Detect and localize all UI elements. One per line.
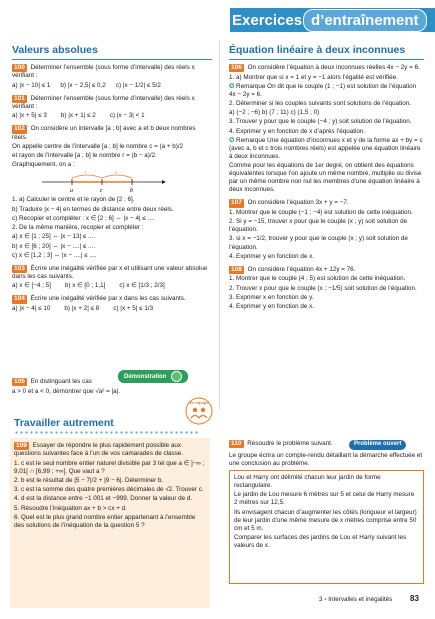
exercise-number: 106 xyxy=(231,64,242,71)
exercise-text: On considère un intervalle [a ; b] avec a et b deux nombres réels. xyxy=(12,125,196,141)
dotted-divider xyxy=(14,431,200,434)
exercise-101-items xyxy=(12,112,212,120)
problem-line-2: Le jardin de Lou mesure 6 mètres sur 5 et celui de Harry mesure 2 mètres sur 12,5. xyxy=(234,491,415,507)
exercise-106-q2: 2. Déterminer si les couples suivants sont solutions de l’équation. xyxy=(229,100,412,108)
exercise-108-q4: 4. Exprimer y en fonction de x. xyxy=(229,303,315,311)
exercise-105 xyxy=(12,378,212,397)
item-b: b) |x − 2,5| ≤ 0,2 xyxy=(60,81,106,89)
demonstration-label: Démonstration xyxy=(124,374,167,381)
exercise-number: 100 xyxy=(14,64,25,71)
exercise-102-q2: 2. De la même manière, recopier et compléter : xyxy=(12,224,144,232)
exercise-110-box xyxy=(229,470,424,584)
problem-line-3: Ils envisagent chacun d’augmenter les côtés (longueur et largeur) de leur jardin d’une même mesure de x mètres comprise entre 50 cm et 5 m. xyxy=(234,508,417,532)
exercise-number: 101 xyxy=(14,94,25,102)
exercise-102-graph-intro: Graphiquement, on a : xyxy=(12,161,75,169)
item-a: a) |x − 10| ≤ 1 xyxy=(12,81,51,89)
exercise-number: 102 xyxy=(14,125,25,133)
exercise-106-q4: 4. Exprimer y en fonction de x d’après l’équation. xyxy=(229,127,366,135)
exercise-109-q5: 5. Résoudre l’inéquation ax + b > cx + d. xyxy=(14,504,127,512)
number-line-diagram xyxy=(12,170,212,196)
exercise-102-q2a: a) x ∈ [1 ; 25] ⇔ |x − 13| ≤ .... xyxy=(12,233,96,241)
travailler-autrement-title: Travailler autrement xyxy=(14,417,114,429)
exercise-106 xyxy=(229,64,424,72)
team-work-label: En équipe xyxy=(189,400,209,405)
page-header xyxy=(0,0,435,36)
problem-line-1: Lou et Harry ont délimité chacun leur jardin de forme rectangulaire. xyxy=(234,474,381,490)
section-underline xyxy=(12,59,212,60)
exercise-102-q1: 1. a) Calculer le centre et le rayon de [2 ; 6]. xyxy=(12,196,135,204)
exercise-text: On considère l’équation à deux inconnues réelles 4x − 2y = 6. xyxy=(247,64,420,71)
exercise-text: Écrire une inégalité vérifiée par x dans les cas suivants. xyxy=(30,295,186,303)
exercise-102-rayon: et rayon de l’intervalle [a ; b] le nombre r = (b − a)/2. xyxy=(12,151,157,159)
exercise-101 xyxy=(12,95,212,111)
header-subtitle: d’entraînement xyxy=(303,9,427,32)
exercise-108 xyxy=(229,266,424,274)
problem-line-4: Comparer les surfaces des jardins de Lou et Harry suivant les valeurs de x. xyxy=(234,533,407,549)
exercise-106-q3: 3. Trouver y pour que le couple (−4 ; y) soit solution de l’équation. xyxy=(229,118,412,126)
exercise-109-q4: 4. d est la distance entre −1 001 et −999. Donner la valeur de d. xyxy=(14,495,193,503)
remark-2-text: Remarque Une équation d’inconnues x et y de la forme ax + by = c (avec a, b et c trois nombres réels) est appelée une équation linéaire à deux inconnues. xyxy=(229,136,423,161)
exercise-number: 103 xyxy=(14,264,25,272)
item-c: c) |x − 1/2| ≤ 5/2 xyxy=(115,81,161,89)
exercise-102-q1b: b) Traduire |x − 4| en termes de distance entre deux réels. xyxy=(12,205,174,213)
exercise-100-items xyxy=(12,82,212,90)
item-a: a) x ∈ [−4 ; 5] xyxy=(12,282,51,290)
chapter-title: Intervalles et inégalités xyxy=(328,596,393,603)
exercise-text: Écrire une inégalité vérifiée par x et utilisant une valeur absolue dans les cas suivants. xyxy=(12,264,208,281)
probleme-ouvert-tag: Problème ouvert xyxy=(349,440,406,450)
exercise-number: 105 xyxy=(14,378,25,385)
axis-label-r1: r xyxy=(85,171,87,177)
exercise-108-q2: 2. Trouver x pour que le couple (x ; −1/5) soit solution de l’équation. xyxy=(229,284,417,292)
exercise-text: On considère l’équation 4x + 12y = 76. xyxy=(247,265,356,273)
exercise-102 xyxy=(12,125,212,141)
exercise-102-q1c: c) Recopier et compléter : x ∈ [2 ; 6] ⇔ |x − 4| ≤ .... xyxy=(12,214,155,222)
item-c: c) |x − 3| < 1 xyxy=(109,112,145,120)
exercise-102-centre: On appelle centre de l’intervalle [a ; b] le nombre c = (a + b)/2 xyxy=(12,142,184,150)
axis-label-b: b xyxy=(130,188,133,195)
chapter-number: 3 xyxy=(319,596,323,603)
item-b: b) |x + 2| ≤ 8 xyxy=(64,304,100,312)
exercise-107-q3: 3. si x = −1/2, trouver y pour que le couple (x ; y) soit solution de l’équation. xyxy=(229,235,408,251)
item-b: b) |x + 1| ≤ 2 xyxy=(60,112,96,120)
exercise-107 xyxy=(229,199,424,207)
exercise-107-q1: 1. Montrer que le couple (−1 ; −4) est solution de cette inéquation. xyxy=(229,208,413,216)
footer-bullet: • xyxy=(324,596,327,603)
item-c: c) |x + 5| ≤ 1/3 xyxy=(113,304,154,312)
item-b: b) x ∈ [0 ; 1,1] xyxy=(64,282,106,290)
exercise-102-q2b: b) x ∈ [6 ; 20] ⇔ |x − ....| ≤ .... xyxy=(12,242,96,250)
axis-label-a: a xyxy=(70,188,73,195)
exercise-text: Résoudre le problème suivant. xyxy=(247,440,333,447)
remark-2: ✪ Remarque Une équation d’inconnues x et y de la forme ax + by = c (avec a, b et c trois nombres réels) est appelée une équation linéaire à deux inconnues. xyxy=(229,136,423,161)
exercise-104 xyxy=(12,295,212,303)
exercise-106-q1: 1. a) Montrer que si x = 1 et y = −1 alors l’égalité est vérifiée. xyxy=(229,73,398,81)
axis-label-r2: r xyxy=(115,171,117,177)
exercise-103-items xyxy=(12,282,212,290)
exercise-109 xyxy=(14,442,207,531)
remark-3: Comme pour les équations de 1er degré, on obtient des équations équivalentes lorsque l’on ajoute un même nombre, multiplie ou divise par un même nombre non nul les membres d’une équation linéaire à deux inconnues. xyxy=(229,162,422,194)
right-column xyxy=(229,64,424,312)
header-title: Exercices xyxy=(232,12,303,29)
exercise-text: En distinguant les cas xyxy=(30,378,92,385)
exercise-105-text2: a > 0 et a < 0, démontrer que √a² = |a|. xyxy=(12,387,121,395)
exercise-text: Déterminer l’ensemble (sous forme d’intervalle) des réels x vérifiant : xyxy=(12,64,195,80)
exercise-107-q2: 2. Si y = −15, trouver x pour que le couple (x ; y) soit solution de l’équation. xyxy=(229,218,408,234)
exercise-102-q2c: c) x ∈ [1,2 ; 3] ⇔ |x − ....| ≤ .... xyxy=(12,251,97,259)
exercise-109-q2: 2. b est le résultat de |5 − 7|/2 + |9 − 6|. Déterminer b. xyxy=(14,476,164,484)
section-underline xyxy=(229,59,424,60)
item-c: c) x ∈ [1/3 ; 2/3] xyxy=(119,282,165,290)
axis-label-c: c xyxy=(100,188,103,195)
section-title-valeurs-absolues: Valeurs absolues xyxy=(12,44,98,56)
exercise-number: 104 xyxy=(14,295,25,303)
exercise-text: Essayer de répondre le plus rapidement possible aux questions suivantes face à l’un de vos camarades de classe. xyxy=(14,442,184,458)
exercise-number: 108 xyxy=(231,265,242,273)
exercise-109-q3: 3. c est la somme des quatre premières décimales de √2. Trouver c. xyxy=(14,486,204,494)
exercise-107-q4: 4. Exprimer y en fonction de x. xyxy=(229,252,315,260)
section-title-equation-lineaire: Équation linéaire à deux inconnues xyxy=(229,44,406,56)
exercise-108-q3: 3. Exprimer x en fonction de y. xyxy=(229,293,314,301)
exercise-number: 110 xyxy=(231,440,242,447)
page-number: 83 xyxy=(410,594,419,603)
remark-1: ✪ Remarque On dit que le couple (1 ; −1) est solution de l’équation 4x − 2y = 6. xyxy=(229,82,417,98)
column-separator xyxy=(219,40,220,410)
exercise-text: On considère l’équation 3x + y = −7. xyxy=(247,199,349,207)
remark-1-text: Remarque On dit que le couple (1 ; −1) est solution de l’équation 4x − 2y = 6. xyxy=(229,82,417,98)
exercise-100 xyxy=(12,64,212,80)
exercise-110-instructions: Le groupe écrira un compte-rendu détaillant la démarche effectuée et une conclusion au problème. xyxy=(229,452,423,468)
page-footer xyxy=(319,596,392,604)
exercise-number: 109 xyxy=(16,442,27,449)
item-a: a) |x + 5| ≤ 3 xyxy=(12,112,47,120)
exercise-text: Déterminer l’ensemble (sous forme d’intervalle) des réels x vérifiant : xyxy=(12,94,195,110)
exercise-103 xyxy=(12,265,212,281)
exercise-104-items xyxy=(12,305,212,313)
item-a: a) |x − 4| ≤ 10 xyxy=(12,304,51,312)
exercise-109-q1: 1. c est le seul nombre entier naturel divisible par 3 tel que a ∈ ]−∞ ; 9,01[ ∩ [6,99 ; +∞[. Que vaut a ? xyxy=(14,459,205,475)
exercise-number: 107 xyxy=(231,199,242,207)
left-column xyxy=(12,64,212,314)
exercise-108-q1: 1. Montrer que le couple (4 ; 5) est solution de cette inéquation. xyxy=(229,275,406,283)
exercise-109-q6: 6. Quel est le plus grand nombre entier appartenant à l’ensemble des solutions de l’inéquation de la question 5 ? xyxy=(14,513,196,529)
team-work-icon xyxy=(184,396,214,426)
exercise-106-q2-options: a) (−2 ; −6) b) (7 ; 11) c) (1,5 ; 0) xyxy=(229,109,320,117)
